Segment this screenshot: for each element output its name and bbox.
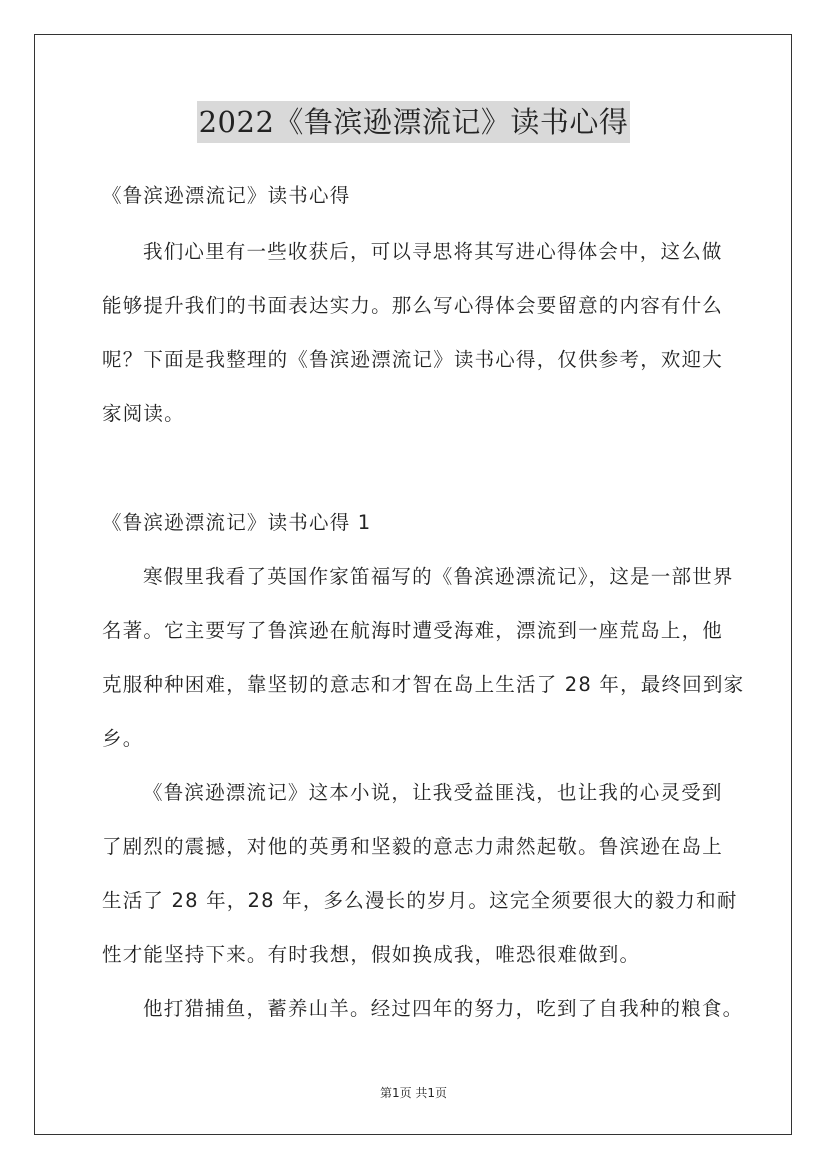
- paragraph-line: 了剧烈的震撼，对他的英勇和坚毅的意志力肃然起敬。鲁滨逊在岛上: [102, 835, 724, 858]
- intro-line: 家阅读。: [102, 402, 185, 425]
- section-heading: 《鲁滨逊漂流记》读书心得 1: [102, 511, 372, 534]
- paragraph-line: 克服种种困难，靠坚韧的意志和才智在岛上生活了 28 年，最终回到家: [102, 673, 745, 696]
- page-footer: 第1页 共1页: [379, 1086, 448, 1100]
- paragraph-line: 他打猎捕鱼，蓄养山羊。经过四年的努力，吃到了自我种的粮食。: [143, 997, 744, 1020]
- paragraph-line: 生活了 28 年，28 年，多么漫长的岁月。这完全须要很大的毅力和耐: [102, 889, 738, 912]
- intro-line: 呢？下面是我整理的《鲁滨逊漂流记》读书心得，仅供参考，欢迎大: [102, 348, 724, 371]
- title-container: [0, 101, 827, 143]
- paragraph-line: 寒假里我看了英国作家笛福写的《鲁滨逊漂流记》，这是一部世界: [143, 565, 734, 588]
- intro-line: 我们心里有一些收获后，可以寻思将其写进心得体会中，这么做: [143, 240, 723, 263]
- document-title: 2022《鲁滨逊漂流记》读书心得: [197, 101, 631, 143]
- paragraph-line: 名著。它主要写了鲁滨逊在航海时遭受海难，漂流到一座荒岛上，他: [102, 619, 724, 642]
- subtitle: 《鲁滨逊漂流记》读书心得: [102, 184, 351, 207]
- paragraph-line: 性才能坚持下来。有时我想，假如换成我，唯恐很难做到。: [102, 943, 641, 966]
- intro-line: 能够提升我们的书面表达实力。那么写心得体会要留意的内容有什么: [102, 294, 724, 317]
- paragraph-line: 乡。: [102, 727, 144, 750]
- paragraph-line: 《鲁滨逊漂流记》这本小说，让我受益匪浅，也让我的心灵受到: [143, 781, 723, 804]
